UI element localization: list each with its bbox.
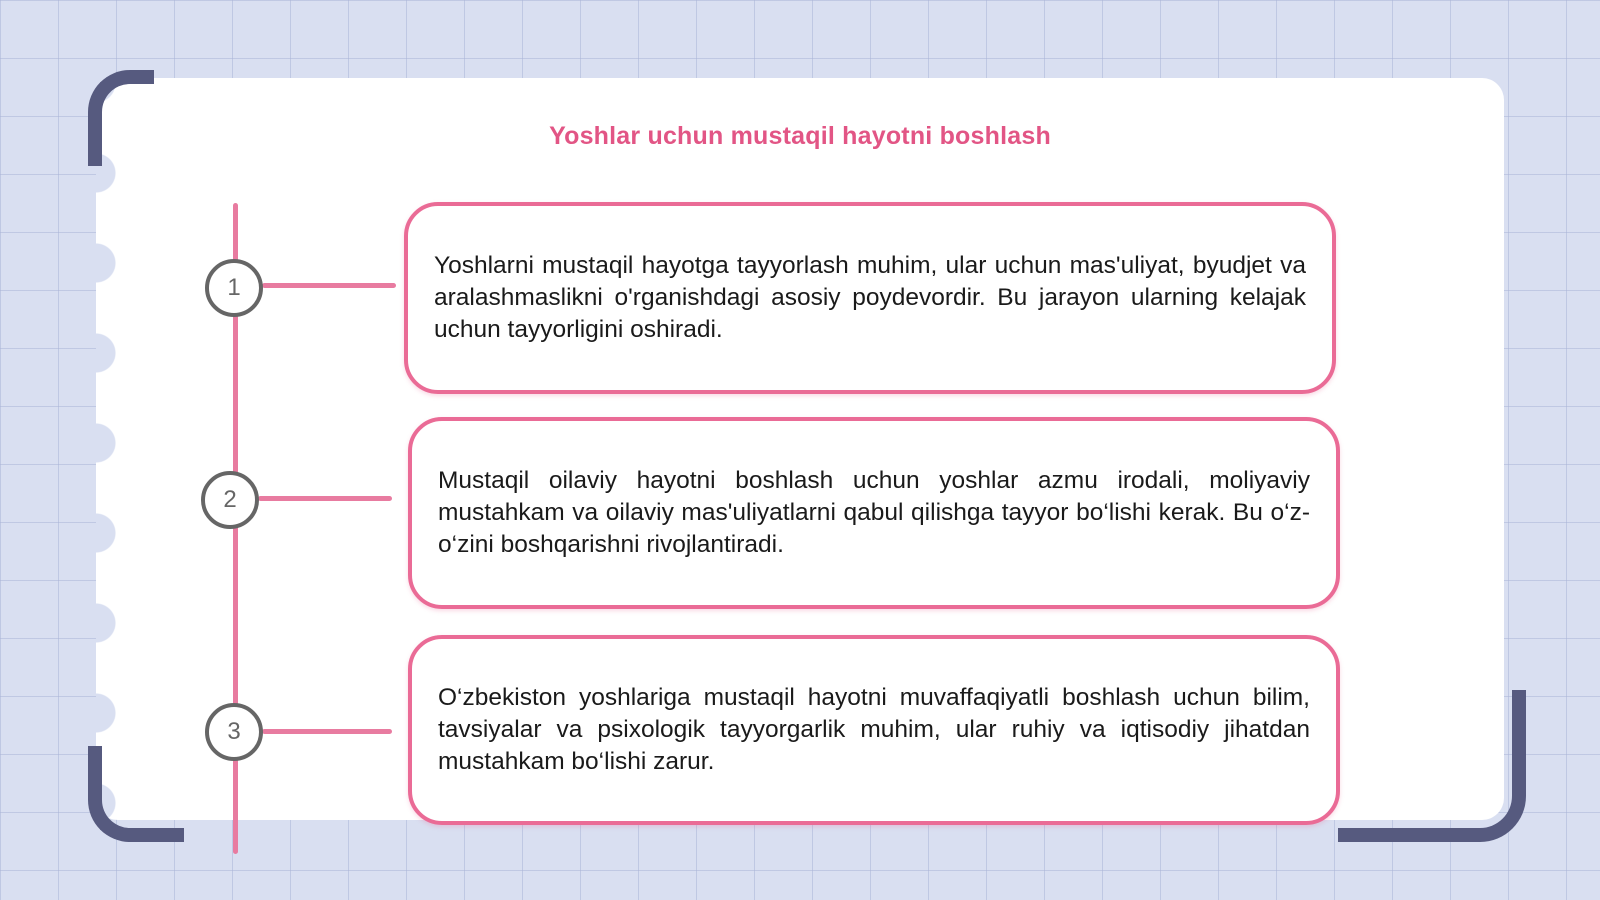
step-1-number: 1	[227, 274, 241, 301]
step-3-text: O‘zbekiston yoshlariga mustaqil hayotni muvaffaqiyatli boshlash uchun bilim, tavsiyalar va psixologik tayyorgarlik muhim, ular ruhiy va iqtisodiy jihatdan mustahkam bo‘lishi zarur.	[438, 684, 1310, 775]
step-2-number-circle	[201, 471, 259, 529]
step-3-number-circle	[205, 703, 263, 761]
step-1-connector	[262, 283, 396, 288]
paper-torn-edge	[96, 78, 136, 820]
step-1-number-circle	[205, 259, 263, 317]
corner-bracket-bottom-right	[1338, 690, 1526, 842]
step-3-number: 3	[227, 718, 241, 745]
step-3-card	[408, 635, 1340, 825]
step-1-text: Yoshlarni mustaqil hayotga tayyorlash muhim, ular uchun mas'uliyat, byudjet va aralashmaslikni o'rganishdagi asosiy poydevordir. Bu jarayon ularning kelajak uchun tayyorligini oshiradi.	[434, 252, 1306, 343]
corner-bracket-bottom-left	[88, 746, 184, 842]
step-2-card	[408, 417, 1340, 609]
corner-bracket-top-left	[88, 70, 154, 166]
step-1-card	[404, 202, 1336, 394]
step-2-connector	[258, 496, 392, 501]
step-2-text: Mustaqil oilaviy hayotni boshlash uchun yoshlar azmu irodali, moliyaviy mustahkam va oilaviy mas'uliyatlarni qabul qilishga tayyor bo‘lishi kerak. Bu o‘z-o‘zini boshqarishni rivojlantiradi.	[438, 467, 1310, 558]
slide-title: Yoshlar uchun mustaqil hayotni boshlash	[549, 122, 1051, 150]
step-3-connector	[262, 729, 392, 734]
step-2-number: 2	[223, 486, 237, 513]
